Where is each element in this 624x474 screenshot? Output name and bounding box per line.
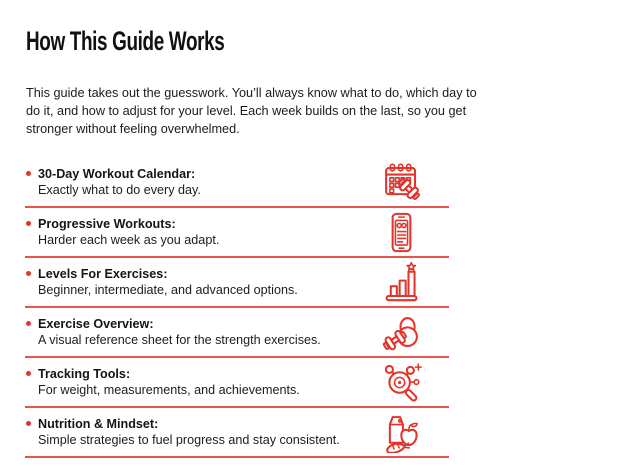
- phone-workout-icon: [379, 211, 423, 253]
- item-title: 30-Day Workout Calendar:: [38, 167, 196, 181]
- item-title: Tracking Tools:: [38, 367, 131, 381]
- item-description: Simple strategies to fuel progress and stay consistent.: [38, 433, 340, 447]
- list-item: [25, 408, 449, 458]
- kettlebell-dumbbell-icon: [379, 311, 423, 353]
- list-item-text-block: [25, 166, 379, 198]
- bullet-dot: [26, 371, 31, 376]
- list-item-text-block: [25, 366, 379, 398]
- item-title: Levels For Exercises:: [38, 267, 168, 281]
- item-description: Harder each week as you adapt.: [38, 233, 220, 247]
- calendar-dumbbell-icon: [379, 161, 423, 203]
- intro-paragraph: This guide takes out the guesswork. You’ll always know what to do, which day to do it, and how to adjust for your level. Each week builds on the last, so you get stronger without feeling overwhelmed.: [26, 86, 477, 136]
- item-description: Exactly what to do every day.: [38, 183, 201, 197]
- list-item: [25, 208, 449, 258]
- list-item-text-block: [25, 216, 379, 248]
- list-item: [25, 158, 449, 208]
- list-item-text-block: [25, 316, 379, 348]
- page-title: [26, 26, 624, 56]
- item-title: Progressive Workouts:: [38, 217, 176, 231]
- item-description: For weight, measurements, and achievements.: [38, 383, 300, 397]
- bullet-dot: [26, 421, 31, 426]
- magnifier-nodes-icon: [379, 361, 423, 403]
- list-item: [25, 358, 449, 408]
- bullet-dot: [26, 171, 31, 176]
- bullet-dot: [26, 221, 31, 226]
- bullet-dot: [26, 321, 31, 326]
- item-description: Beginner, intermediate, and advanced options.: [38, 283, 298, 297]
- item-title: Nutrition & Mindset:: [38, 417, 159, 431]
- list-item: [25, 258, 449, 308]
- list-item: [25, 308, 449, 358]
- list-item-text-block: [25, 416, 379, 448]
- bullet-dot: [26, 271, 31, 276]
- item-description: A visual reference sheet for the strength exercises.: [38, 333, 321, 347]
- list-item-text-block: [25, 266, 379, 298]
- page-title-text: How This Guide Works: [26, 26, 225, 56]
- item-title: Exercise Overview:: [38, 317, 154, 331]
- progress-chart-star-icon: [379, 261, 423, 303]
- nutrition-icon: [379, 411, 423, 453]
- feature-list: [25, 158, 449, 458]
